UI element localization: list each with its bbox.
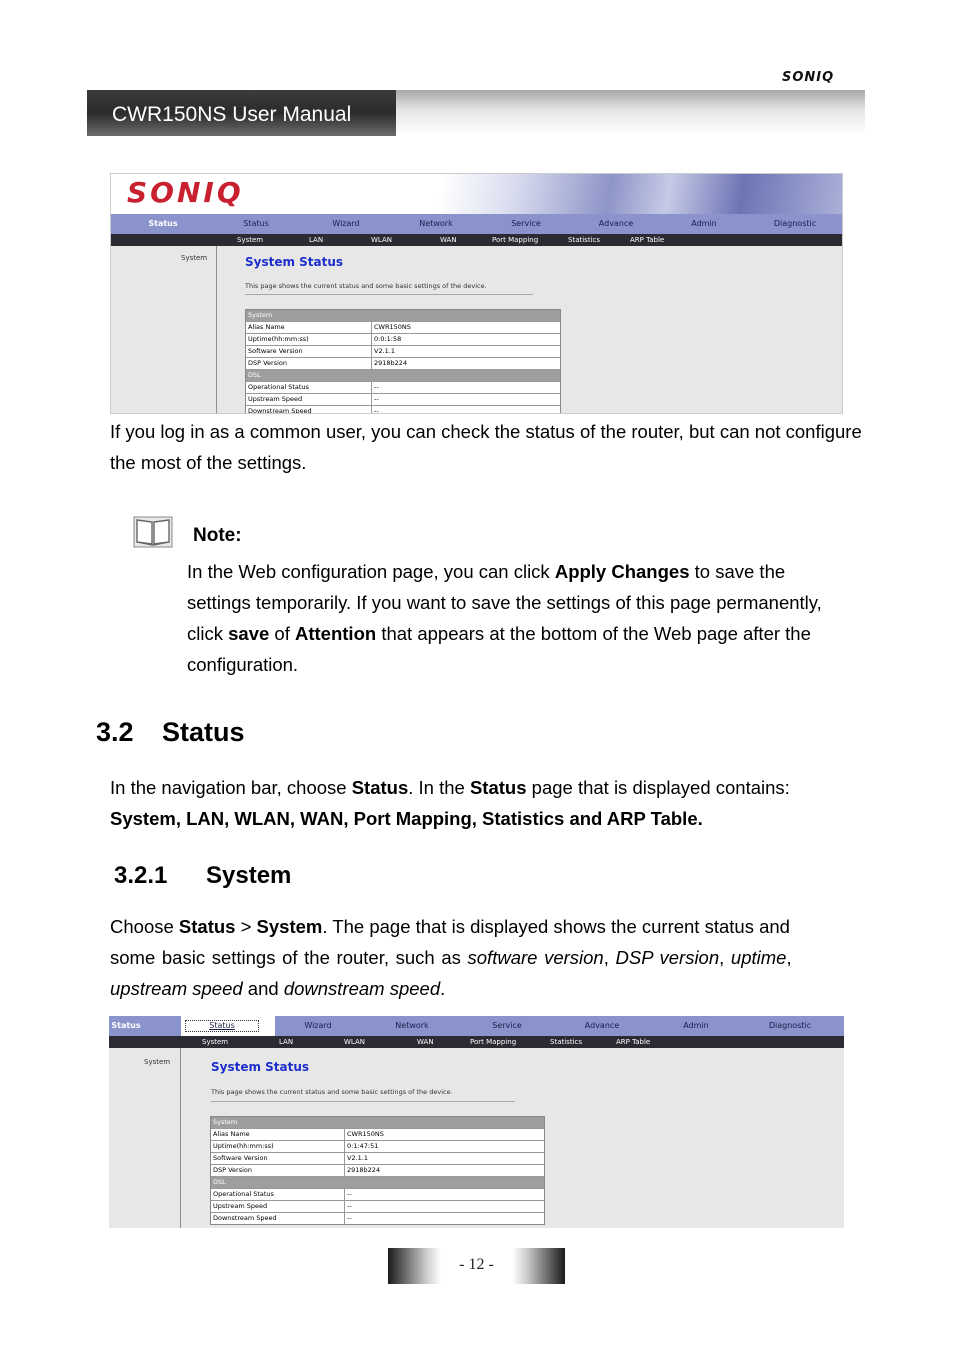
row-value: 0:1:47:51 [347, 1142, 379, 1150]
section-heading-3-2-1: 3.2.1 System [114, 862, 292, 889]
table-row [211, 1141, 544, 1153]
subnav-system[interactable]: System [202, 1038, 229, 1046]
router-screenshot-1 [110, 173, 843, 414]
table-section-system: System [246, 310, 560, 322]
row-key: Operational Status [248, 383, 309, 391]
system-status-desc: This page shows the current status and some basic settings of the device. [211, 1088, 453, 1096]
book-icon [133, 516, 173, 548]
router-left-pane [109, 1048, 181, 1228]
note-line-2: settings temporarily. If you want to save the settings of this page permanently, [187, 592, 822, 613]
nav-status-active[interactable]: Status [111, 1021, 141, 1030]
page-footer [388, 1248, 565, 1284]
table-row [246, 382, 560, 394]
row-value: CWR150NS [347, 1130, 384, 1138]
section-heading-3-2: 3.2 Status [96, 717, 245, 747]
nav-status[interactable]: Status [181, 1016, 263, 1036]
table-row [246, 346, 560, 358]
status-table [210, 1116, 545, 1225]
nav-diagnostic[interactable]: Diagnostic [768, 1021, 812, 1030]
table-row [246, 358, 560, 370]
desc-divider [245, 294, 533, 295]
subnav-arp-table[interactable]: ARP Table [630, 236, 665, 244]
table-row [211, 1165, 544, 1177]
router-screenshot-2 [109, 1016, 844, 1228]
table-row [246, 322, 560, 334]
page-number: - 12 - [459, 1256, 494, 1273]
row-value: -- [347, 1202, 352, 1210]
subnav-wlan[interactable]: WLAN [344, 1038, 366, 1046]
system-status-desc: This page shows the current status and some basic settings of the device. [245, 282, 487, 290]
section-3-2-1-line-2: some basic settings of the router, such as software version, DSP version, uptime, [110, 947, 792, 968]
section-3-2-1-line-3: upstream speed and downstream speed. [110, 978, 446, 999]
table-row [211, 1213, 544, 1224]
desc-divider [211, 1101, 515, 1102]
system-status-title: System Status [245, 255, 344, 269]
row-key: Downstream Speed [248, 407, 312, 414]
status-table [245, 309, 561, 414]
subnav-port-mapping[interactable]: Port Mapping [470, 1038, 517, 1046]
table-row [246, 406, 560, 414]
nav-advance[interactable]: Advance [598, 219, 634, 228]
nav-network[interactable]: Network [419, 219, 453, 228]
row-key: Uptime(hh:mm:ss) [248, 335, 309, 343]
row-key: DSP Version [248, 359, 288, 367]
row-key: Operational Status [213, 1190, 274, 1198]
table-section-dsl: DSL [246, 370, 560, 382]
apply-changes-term: Apply Changes [554, 561, 690, 582]
row-key: Software Version [248, 347, 303, 355]
router-main-nav [111, 214, 842, 234]
router-sub-nav [111, 234, 842, 246]
row-key: Upstream Speed [248, 395, 303, 403]
table-row [246, 394, 560, 406]
row-value: -- [347, 1214, 352, 1222]
subnav-system[interactable]: System [237, 236, 264, 244]
row-key: DSP Version [213, 1166, 253, 1174]
nav-wizard[interactable]: Wizard [304, 1021, 332, 1030]
row-key: Alias Name [248, 323, 285, 331]
subnav-wan[interactable]: WAN [417, 1038, 434, 1046]
nav-admin[interactable]: Admin [691, 219, 717, 228]
table-row [211, 1189, 544, 1201]
row-value: CWR150NS [374, 323, 411, 331]
router-sub-nav [109, 1036, 844, 1048]
table-section-system: System [211, 1117, 544, 1129]
row-key: Software Version [213, 1154, 268, 1162]
nav-service[interactable]: Service [492, 1021, 522, 1030]
table-section-dsl: DSL [211, 1177, 544, 1189]
nav-status[interactable]: Status [243, 219, 269, 228]
row-value: -- [374, 407, 379, 414]
nav-diagnostic[interactable]: Diagnostic [773, 219, 817, 228]
nav-admin[interactable]: Admin [683, 1021, 709, 1030]
table-row [211, 1129, 544, 1141]
row-key: Alias Name [213, 1130, 250, 1138]
table-row [211, 1201, 544, 1213]
manual-title: CWR150NS User Manual [112, 103, 352, 126]
row-key: Upstream Speed [213, 1202, 268, 1210]
row-value: 2918b224 [347, 1166, 381, 1174]
left-nav-system[interactable]: System [144, 1058, 171, 1066]
nav-network[interactable]: Network [395, 1021, 429, 1030]
router-logo-banner [111, 174, 842, 214]
subnav-wlan[interactable]: WLAN [371, 236, 393, 244]
nav-advance[interactable]: Advance [584, 1021, 620, 1030]
left-nav-system[interactable]: System [181, 254, 208, 262]
nav-status-active[interactable]: Status [148, 219, 178, 228]
subnav-port-mapping[interactable]: Port Mapping [492, 236, 539, 244]
nav-wizard[interactable]: Wizard [332, 219, 360, 228]
row-value: V2.1.1 [374, 347, 395, 355]
section-3-2-line-2: System, LAN, WLAN, WAN, Port Mapping, Statistics and ARP Table. [110, 808, 703, 829]
subnav-lan[interactable]: LAN [309, 236, 324, 244]
subnav-statistics[interactable]: Statistics [550, 1038, 582, 1046]
row-value: -- [374, 395, 379, 403]
brand-logo: SONIQ [782, 70, 835, 85]
subnav-wan[interactable]: WAN [440, 236, 457, 244]
router-logo: SONIQ [127, 176, 244, 209]
table-row [246, 334, 560, 346]
row-key: Uptime(hh:mm:ss) [213, 1142, 274, 1150]
row-value: 2918b224 [374, 359, 408, 367]
row-value: V2.1.1 [347, 1154, 368, 1162]
row-value: -- [374, 383, 379, 391]
row-value: -- [347, 1190, 352, 1198]
subnav-arp-table[interactable]: ARP Table [616, 1038, 651, 1046]
section-3-2-1-line-1: Choose Status > System. The page that is displayed shows the current status and [110, 916, 790, 937]
router-left-pane [111, 246, 217, 413]
subnav-lan[interactable]: LAN [279, 1038, 294, 1046]
note-label: Note: [193, 525, 242, 546]
row-key: Downstream Speed [213, 1214, 277, 1222]
row-value: 0:0:1:58 [374, 335, 402, 343]
note-line-1: In the Web configuration page, you can click Apply Changes to save the [187, 561, 786, 582]
intro-paragraph: If you log in as a common user, you can check the status of the router, but can not configure the most of the settings. [110, 421, 862, 473]
table-row [211, 1153, 544, 1165]
note-line-4: configuration. [187, 654, 299, 675]
nav-service[interactable]: Service [511, 219, 541, 228]
router-main-nav [109, 1016, 844, 1036]
note-line-3: click save of Attention that appears at the bottom of the Web page after the [187, 623, 811, 644]
section-3-2-line-1: In the navigation bar, choose Status. In the Status page that is displayed contains: [110, 777, 790, 798]
system-status-title: System Status [211, 1060, 310, 1074]
subnav-statistics[interactable]: Statistics [568, 236, 600, 244]
